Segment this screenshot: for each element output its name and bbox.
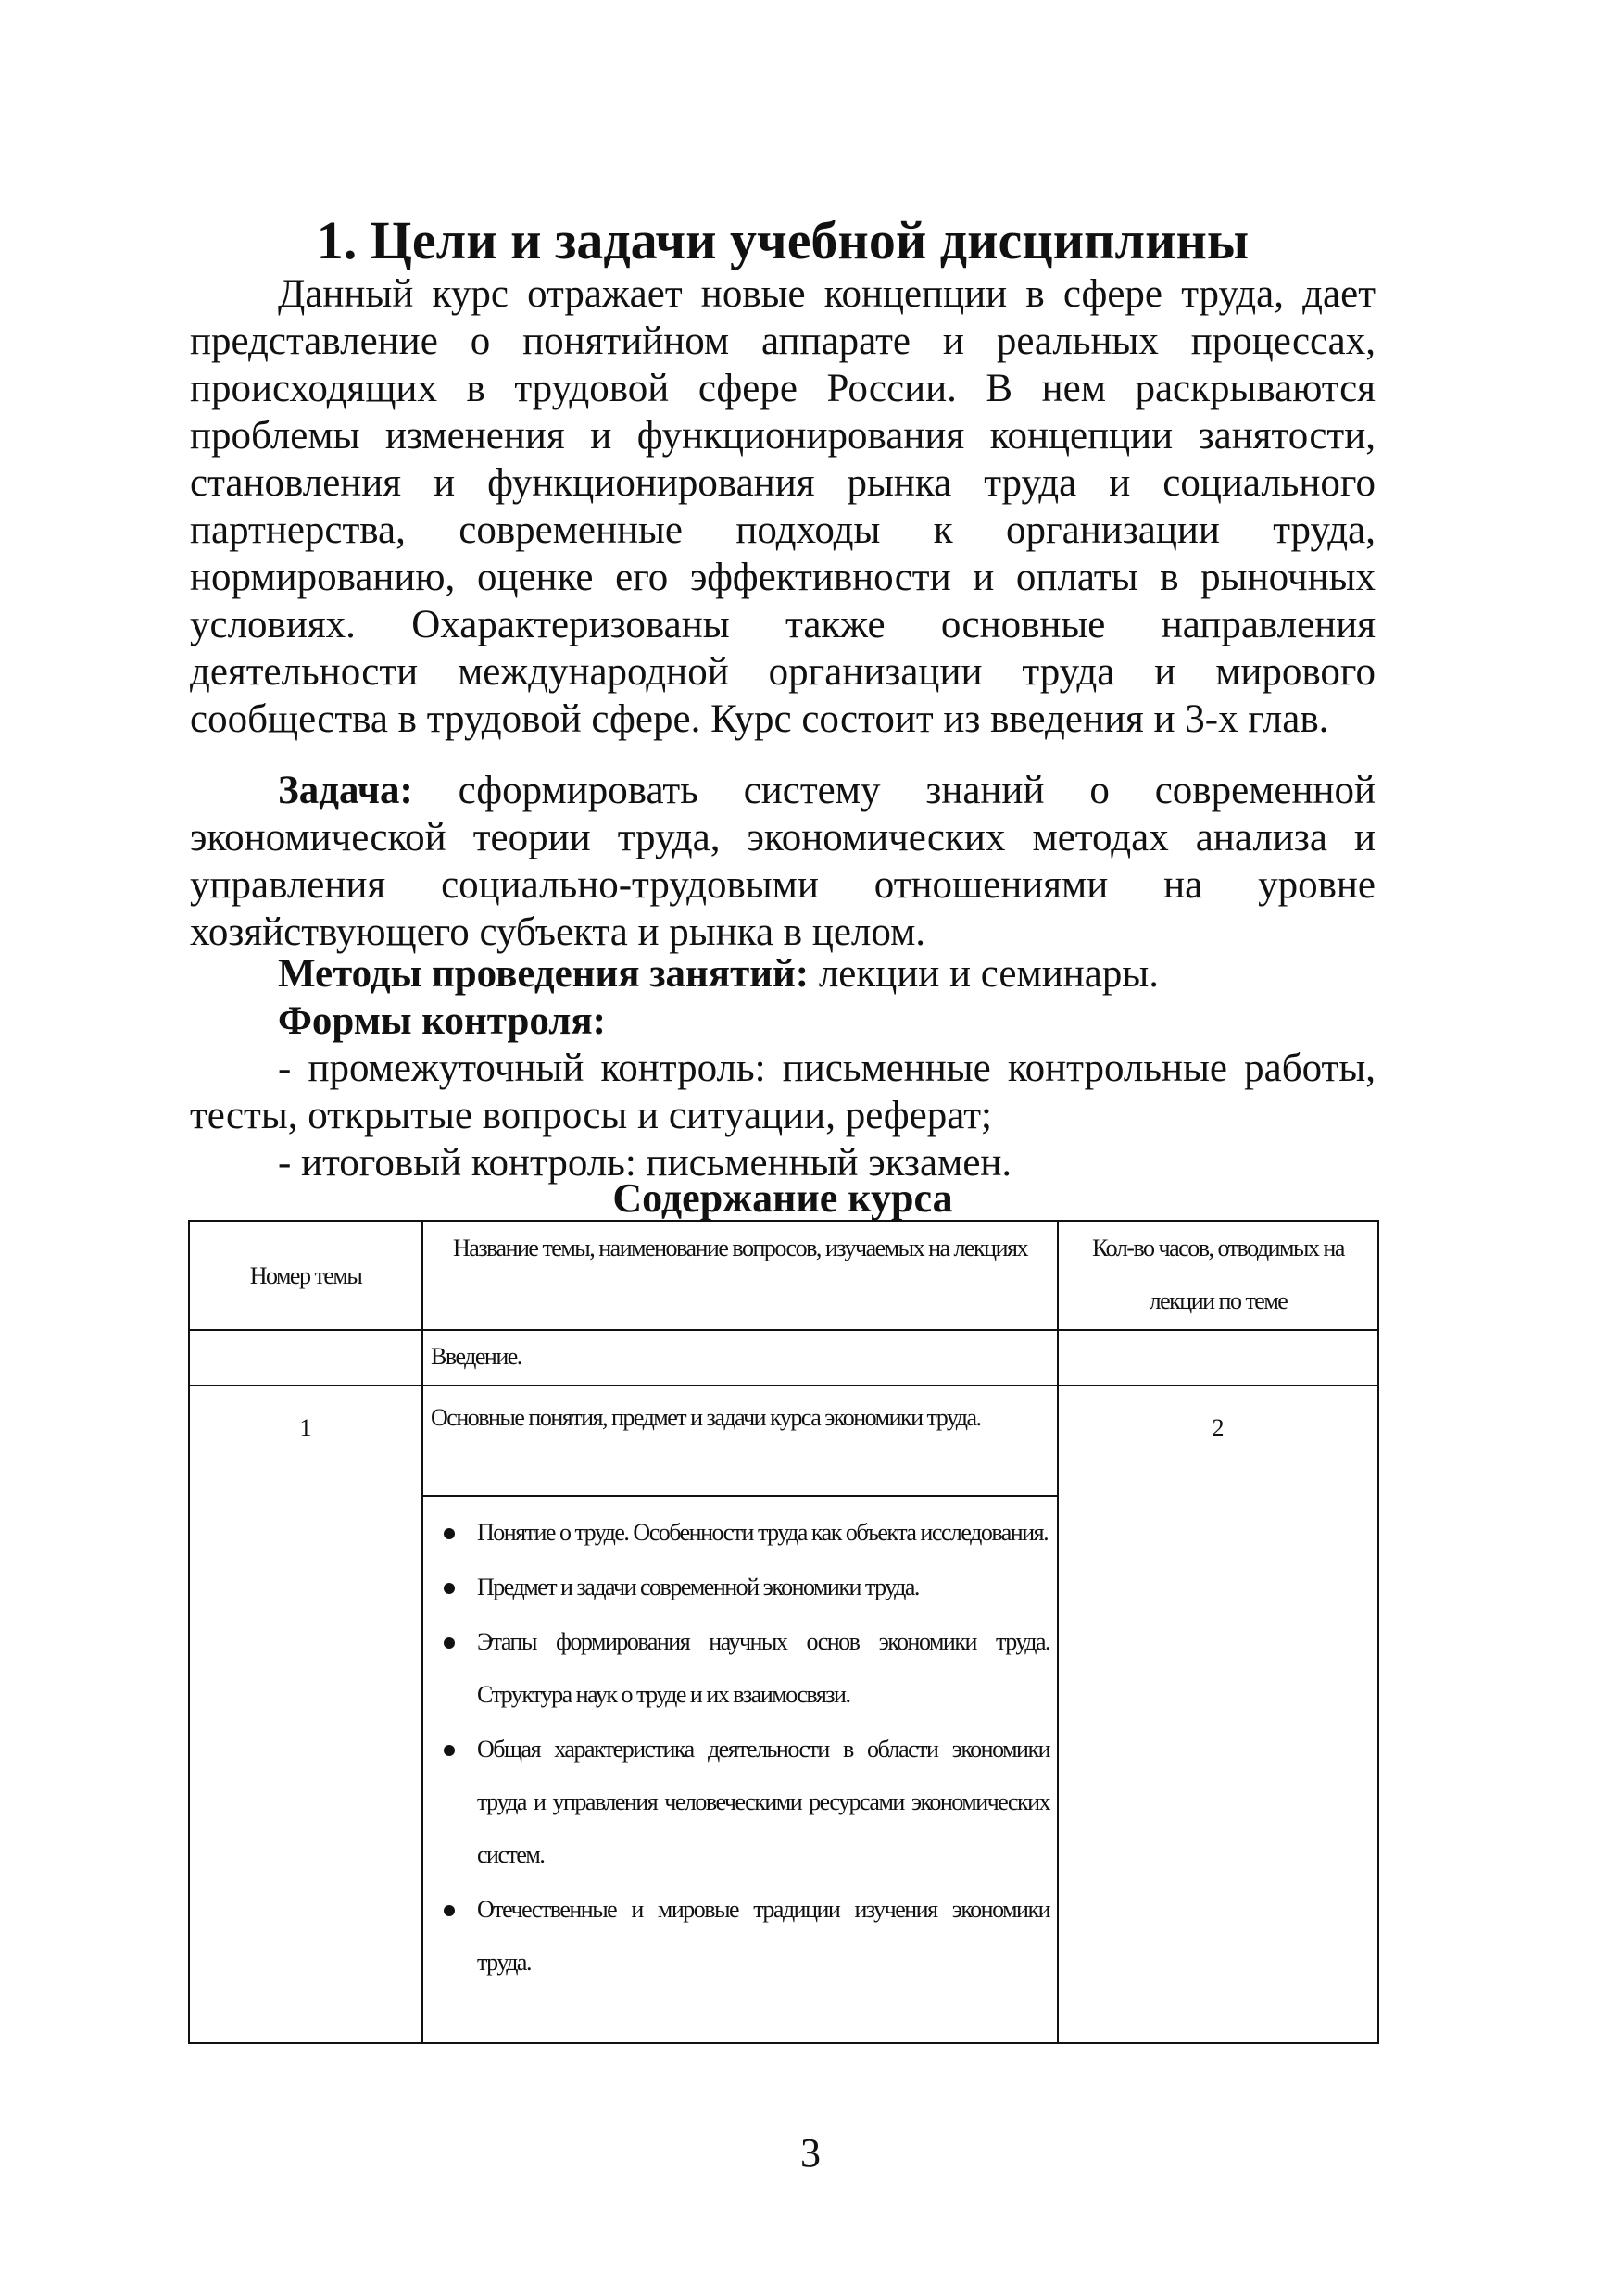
list-item: Отечественные и мировые традиции изучения экономики труда. xyxy=(431,1883,1049,1989)
intro-paragraph: Данный курс отражает новые концепции в сфере труда, дает представление о понятийном аппарате и реальных процессах, происходящих в трудовой сфере России. В нем раскрываются проблемы изменения и функционирования концепции занятости, становления и функционирования рынка труда и социального партнерства, современные подходы к организации труда, нормированию, оценке его эффективности и оплаты в рыночных условиях. Охарактеризованы также основные направления деятельности международной организации труда и мирового сообщества в трудовой сфере. Курс состоит из введения и 3-х глав. xyxy=(190,272,1376,741)
cell-hours: 2 xyxy=(1058,1386,1378,2043)
methods-text: лекции и семинары. xyxy=(818,952,1159,996)
list-item: Общая характеристика деятельности в области экономики труда и управления человеческими ресурсами экономических систем. xyxy=(431,1723,1049,1881)
table-header-row xyxy=(189,1221,1378,1330)
interim-control xyxy=(190,1045,1376,1139)
page-number: 3 xyxy=(800,2130,821,2176)
task-paragraph xyxy=(190,767,1376,956)
task-section xyxy=(190,767,1376,956)
list-item: Этапы формирования научных основ экономики труда. Структура наук о труде и их взаимосвязи. xyxy=(431,1615,1049,1721)
cell-number xyxy=(189,1330,422,1386)
forms-section xyxy=(190,997,1376,1045)
forms-item: - итоговый контроль: письменный экзамен. xyxy=(278,1141,1012,1185)
task-text: сформировать систему знаний о современной экономической теории труда, экономических методах анализа и управления социально-трудовыми отношениями на уровне хозяйствующего субъекта и рынка в целом. xyxy=(190,769,1376,954)
course-content-title: Содержание курса xyxy=(612,1175,953,1221)
forms-item: - промежуточный контроль: письменные контрольные работы, тесты, открытые вопросы и ситуации, реферат; xyxy=(190,1047,1376,1137)
forms-label: Формы контроля: xyxy=(278,999,606,1043)
page-title: 1. Цели и задачи учебной дисциплины xyxy=(316,210,1250,270)
intro-topic-name: Введение. xyxy=(431,1343,521,1370)
cell-hours xyxy=(1058,1330,1378,1386)
cell-name xyxy=(422,1330,1058,1386)
task-label: Задача: xyxy=(278,769,413,812)
topic-title: Основные понятия, предмет и задачи курса экономики труда. xyxy=(423,1386,1057,1497)
methods-paragraph xyxy=(190,950,1376,997)
cell-number: 1 xyxy=(189,1386,422,2043)
intro-section xyxy=(190,270,1376,743)
header-topic-name: Название темы, наименование вопросов, изучаемых на лекциях xyxy=(422,1221,1058,1330)
topic-questions-list xyxy=(423,1497,1057,1989)
table-row xyxy=(189,1330,1378,1386)
header-topic-number: Номер темы xyxy=(189,1221,422,1330)
table-row xyxy=(189,1386,1378,2043)
methods-label: Методы проведения занятий: xyxy=(278,952,810,996)
cell-name xyxy=(422,1386,1058,2043)
list-item: Предмет и задачи современной экономики труда. xyxy=(431,1561,1049,1613)
methods-section xyxy=(190,950,1376,997)
header-hours: Кол-во часов, отводимых на лекции по теме xyxy=(1058,1221,1378,1330)
course-content-table xyxy=(188,1220,1379,2044)
list-item: Понятие о труде. Особенности труда как объекта исследования. xyxy=(431,1506,1049,1559)
